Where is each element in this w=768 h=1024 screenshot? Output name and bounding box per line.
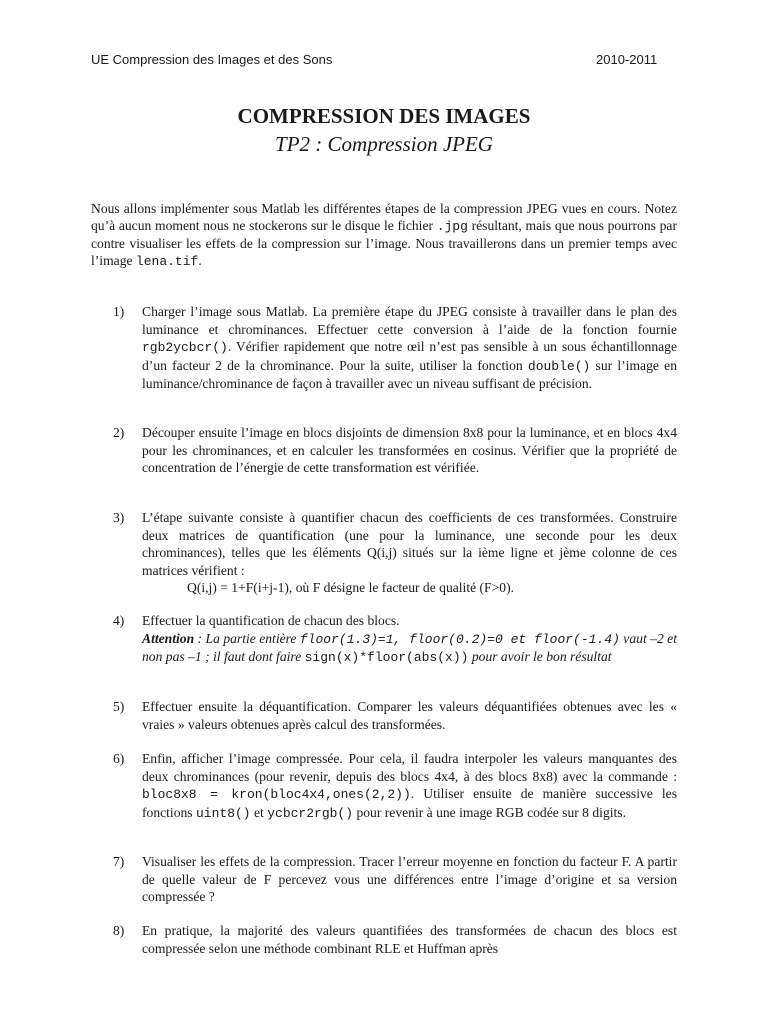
code-kron: bloc8x8 = kron(bloc4x4,ones(2,2)) — [142, 787, 411, 802]
attention-label: Attention — [142, 630, 195, 646]
item-text: sur l’image en luminance/chrominance de façon à travailler avec un niveau suffisant de précision. — [142, 357, 677, 391]
item-number: 4) — [113, 613, 125, 628]
item-body — [142, 612, 677, 667]
item-text: Charger l’image sous Matlab. La première étape du JPEG consiste à travailler dans le plan des luminance et chrominances. Effectuer cette conversion à l’aide de la fonction fournie — [142, 304, 677, 337]
item-number: 5) — [113, 699, 125, 714]
page-title: COMPRESSION DES IMAGES — [237, 104, 531, 128]
item-text: L’étape suivante consiste à quantifier chacun des coefficients de ces transformées. Construire deux matrices de quantification (une pour la luminance, une seconde pour les deux chrominances), telles que les éléments Q(i,j) situés sur la ième ligne et jème colonne de ces matrices vérifient : — [142, 510, 677, 578]
course-header: UE Compression des Images et des Sons — [91, 52, 333, 67]
item-text: Effectuer la quantification de chacun des blocs. — [142, 613, 400, 628]
intro-paragraph — [91, 200, 677, 270]
code-rgb2ycbcr: rgb2ycbcr() — [142, 340, 228, 355]
quantification-formula: Q(i,j) = 1+F(i+j-1), où F désigne le facteur de qualité (F>0). — [187, 580, 515, 595]
list-item-4 — [113, 612, 677, 667]
item-text: et — [250, 804, 268, 820]
item-body: Effectuer ensuite la déquantification. Comparer les valeurs déquantifiées obtenues avec les « vraies » valeurs obtenues après calcul des transformées. — [142, 699, 677, 732]
code-ycbcr2rgb: ycbcr2rgb() — [267, 805, 354, 821]
intro-text-2: résultant, mais que nous pourrons par contre visualiser les effets de la compression sur l’image. Nous travaillerons dans un premier temps avec l’image — [91, 218, 677, 268]
attention-text: vaut –2 et non pas –1 ; il faut dont faire — [142, 630, 677, 664]
item-body: En pratique, la majorité des valeurs quantifiées des transformées de chacun des blocs est compressée selon une méthode combinant RLE et Huffman après — [142, 923, 677, 956]
list-item-7 — [113, 853, 677, 906]
item-number: 7) — [113, 854, 125, 869]
attention-text: : La partie entière — [194, 630, 300, 646]
item-number: 8) — [113, 923, 125, 938]
code-uint8: uint8() — [196, 805, 251, 821]
code-double: double() — [527, 358, 591, 374]
code-sign-floor: sign(x)*floor(abs(x)) — [304, 650, 469, 665]
list-item-3 — [113, 509, 677, 597]
item-number: 6) — [113, 751, 125, 766]
intro-text-1: Nous allons implémenter sous Matlab les différentes étapes de la compression JPEG vues en cours. Notez qu’à aucun moment nous ne stockerons sur le disque le fichier — [91, 201, 677, 233]
intro-code-jpg: .jpg — [436, 219, 468, 234]
list-item-1 — [113, 303, 677, 393]
item-body — [142, 750, 677, 822]
page-subtitle: TP2 : Compression JPEG — [275, 132, 493, 156]
intro-code-lena: lena.tif — [135, 254, 199, 269]
attention-text: pour avoir le bon résultat — [468, 649, 612, 664]
item-body — [142, 509, 677, 597]
item-text: Enfin, afficher l’image compressée. Pour cela, il faudra interpoler les valeurs manquantes des deux chrominances (pour revenir, depuis des blocs 4x4, à des blocs 8x8) avec la commande : — [142, 751, 677, 784]
list-item-2 — [113, 424, 677, 477]
item-number: 2) — [113, 425, 125, 440]
item-text: pour revenir à une image RGB codée sur 8 digits. — [353, 804, 626, 820]
item-body: Visualiser les effets de la compression. Tracer l’erreur moyenne en fonction du facteur F. A partir de quelle valeur de F percevez vous une différences entre l’image d’origine et sa version compressée ? — [142, 854, 677, 904]
code-floor-examples: floor(1.3)=1, floor(0.2)=0 et floor(-1.4) — [299, 631, 620, 647]
list-item-8 — [113, 922, 677, 957]
item-number: 3) — [113, 510, 125, 525]
list-item-6 — [113, 750, 677, 822]
item-body: Découper ensuite l’image en blocs disjoints de dimension 8x8 pour la luminance, et en blocs 4x4 pour les chrominances, et en calculer les transformées en cosinus. Vérifier que la propriété de concentration de l’énergie de cette transformation est vérifiée. — [142, 425, 677, 475]
list-item-5 — [113, 698, 677, 733]
intro-text-3: . — [198, 253, 202, 268]
item-text: . Utiliser ensuite de manière successive les fonctions — [142, 786, 677, 820]
item-text: . Vérifier rapidement que notre œil n’est pas sensible à un sous échantillonnage d’un facteur 2 de la chrominance. Pour la suite, utiliser la fonction — [142, 339, 677, 373]
item-number: 1) — [113, 304, 125, 319]
item-body — [142, 303, 677, 393]
year-header: 2010-2011 — [596, 52, 658, 67]
